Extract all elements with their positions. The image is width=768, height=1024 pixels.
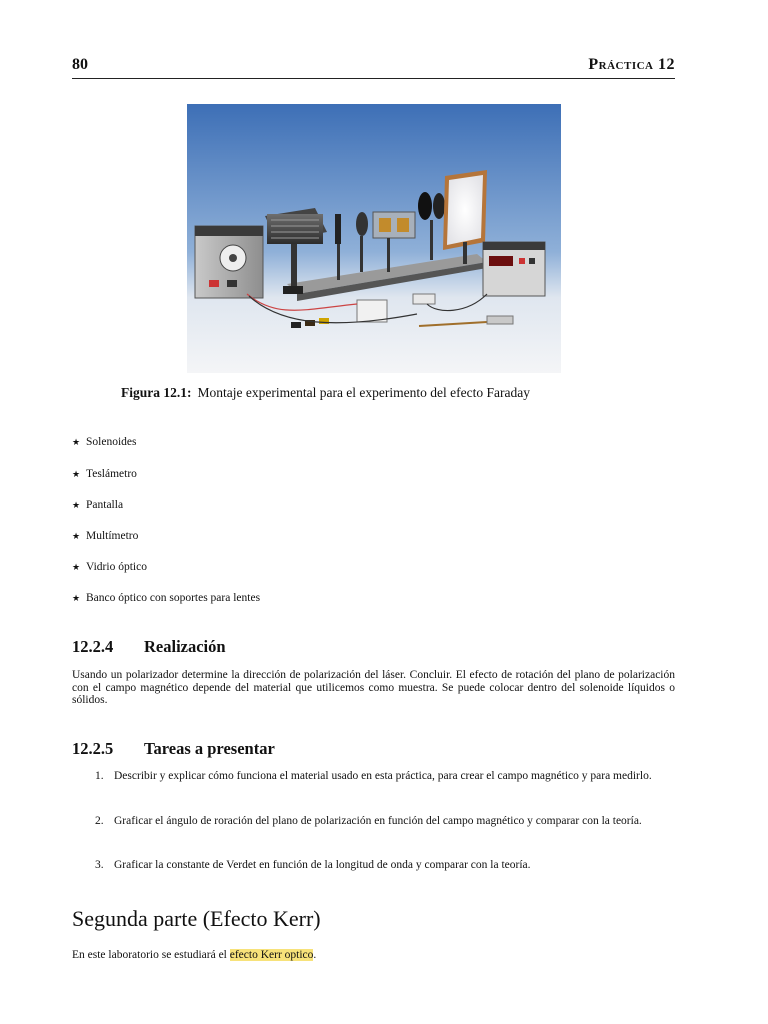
document-page: 80 Práctica 12 Figura 12.1: Montaje experimental para el experimento del efecto Faraday ★ Solenoides ★ Teslámetro ★ Pantalla ★ Multímetro ★ Vidrio óptico ★ Banco óptico con soportes para lentes 12.2.4 Realización Usando un polarizador determine la dirección de polarización del láser. Concluir. El efecto de rotación del plano de polarización con el campo magnético depende del material que utilicemos como muestra. Se puede colocar dentro del solenoide líquidos o sólidos. 12.2.5 Tareas a presentar 1. Describir y explicar cómo funciona el material usado en esta práctica, para crear el campo magnético y para medirlo. 2. Graficar el ángulo de roración del plano de polarización en función del campo magnético y comparar con la teoría. 3. Graficar la constante de Verdet en función de la longitud de onda y comparar con la teoría. Segunda parte (Efecto Kerr) En este laboratorio se estudiará el efecto Kerr optico. (0, 0, 768, 1024)
section-title: Tareas a presentar (144, 739, 275, 758)
figure-label: Figura 12.1: (121, 385, 192, 400)
list-item: ★ Banco óptico con soportes para lentes (72, 592, 261, 604)
section-number: 12.2.5 (72, 739, 114, 758)
section-title: Realización (144, 637, 226, 656)
star-bullet-icon: ★ (72, 500, 81, 510)
highlighted-term: efecto Kerr optico (229, 949, 314, 961)
list-item: ★ Multímetro (72, 530, 139, 542)
figure-caption-text: Montaje experimental para el experimento del efecto Faraday (197, 385, 530, 400)
section-heading-realizacion (72, 637, 226, 657)
star-bullet-icon: ★ (72, 593, 81, 603)
list-item: ★ Solenoides (72, 436, 137, 448)
faraday-setup-illustration (187, 104, 561, 373)
realizacion-paragraph: Usando un polarizador determine la dirección de polarización del láser. Concluir. El efecto de rotación del plano de polarización con el campo magnético depende del material que utilicemos como muestra. Se puede colocar dentro del solenoide líquidos o sólidos. (72, 669, 675, 706)
section-number: 12.2.4 (72, 637, 114, 656)
list-item: ★ Teslámetro (72, 468, 137, 480)
star-bullet-icon: ★ (72, 562, 81, 572)
list-item: ★ Vidrio óptico (72, 561, 147, 573)
figure-photo (187, 104, 561, 373)
part-intro: En este laboratorio se estudiará el efecto Kerr optico. (72, 949, 317, 961)
page-number: 80 (72, 56, 88, 73)
chapter-title: Práctica 12 (588, 56, 675, 73)
figure-caption (121, 385, 681, 401)
running-header (72, 56, 675, 79)
star-bullet-icon: ★ (72, 469, 81, 479)
star-bullet-icon: ★ (72, 531, 81, 541)
star-bullet-icon: ★ (72, 437, 81, 447)
list-item: ★ Pantalla (72, 499, 124, 511)
part-title: Segunda parte (Efecto Kerr) (72, 906, 321, 931)
section-heading-tareas (72, 739, 275, 759)
